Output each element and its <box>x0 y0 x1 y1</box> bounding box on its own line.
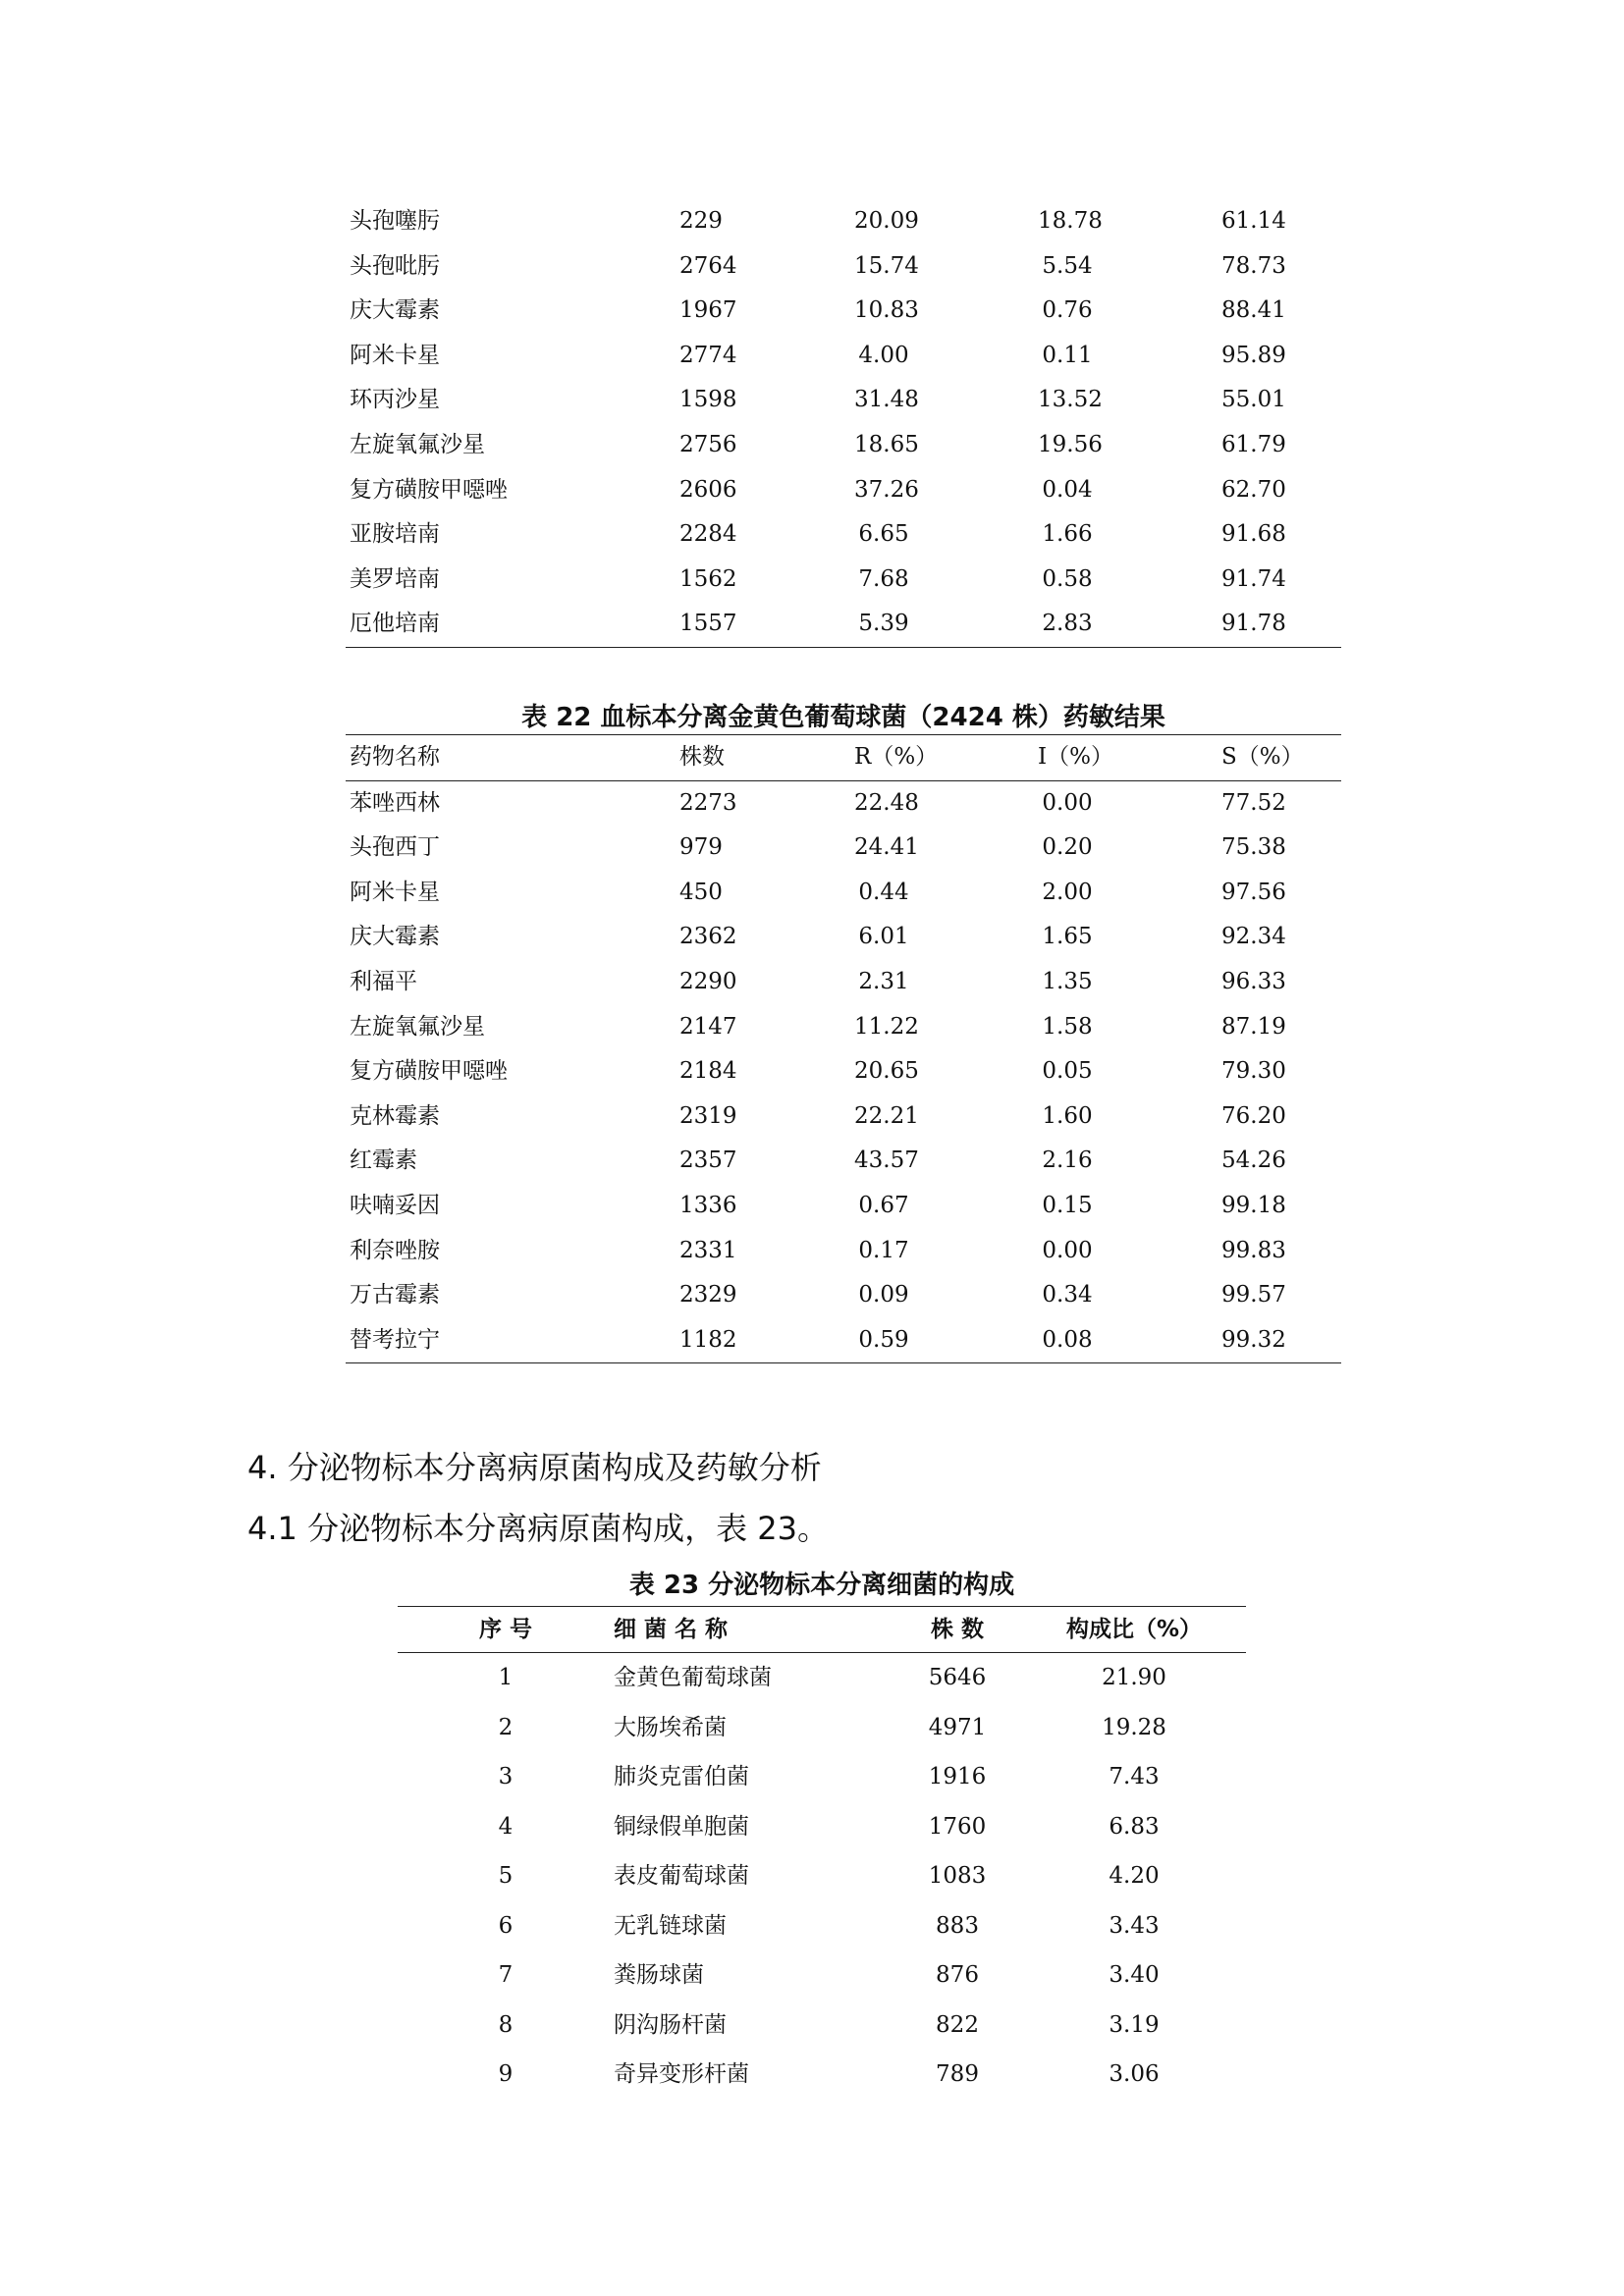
table-row: 利奈唑胺 2331 0.17 0.00 99.83 <box>350 1237 1286 1263</box>
table-row: 9 奇异变形杆菌 789 3.06 <box>498 2061 1160 2087</box>
table-row: 7 粪肠球菌 876 3.40 <box>498 1962 1160 1988</box>
table23 <box>398 1606 1246 2100</box>
table-header-row: 药物名称 株数 R（%） I（%） S（%） <box>350 744 1304 770</box>
table-row: 替考拉宁 1182 0.59 0.08 99.32 <box>350 1326 1286 1353</box>
table-row: 苯唑西林 2273 22.48 0.00 77.52 <box>350 789 1286 816</box>
section-heading: 4. 分泌物标本分离病原菌构成及药敏分析 <box>247 1449 822 1486</box>
subsection-heading: 4.1 分泌物标本分离病原菌构成，表 23。 <box>247 1510 829 1547</box>
table-row: 头孢西丁 979 24.41 0.20 75.38 <box>350 834 1286 861</box>
table-row: 4 铜绿假单胞菌 1760 6.83 <box>498 1813 1160 1840</box>
table-row: 6 无乳链球菌 883 3.43 <box>498 1912 1160 1939</box>
table22-caption: 表 22 血标本分离金黄色葡萄球菌（2424 株）药敏结果 <box>521 703 1165 732</box>
table21-tail <box>346 199 1341 648</box>
table-row: 阿米卡星 2774 4.00 0.11 95.89 <box>350 342 1286 368</box>
table-bottom-rule <box>346 647 1341 648</box>
table-row: 8 阴沟肠杆菌 822 3.19 <box>498 2011 1160 2038</box>
table-row: 红霉素 2357 43.57 2.16 54.26 <box>350 1148 1286 1174</box>
table-row: 1 金黄色葡萄球菌 5646 21.90 <box>498 1665 1166 1690</box>
table-row: 左旋氧氟沙星 2147 11.22 1.58 87.19 <box>350 1013 1286 1040</box>
table-row: 头孢吡肟 2764 15.74 5.54 78.73 <box>350 252 1286 279</box>
table-row: 2 大肠埃希菌 4971 19.28 <box>498 1714 1166 1740</box>
table-row: 环丙沙星 1598 31.48 13.52 55.01 <box>350 387 1286 413</box>
table-row: 5 表皮葡萄球菌 1083 4.20 <box>498 1863 1160 1889</box>
table-row: 克林霉素 2319 22.21 1.60 76.20 <box>350 1102 1286 1129</box>
table-bottom-rule <box>346 1362 1341 1363</box>
table-row: 左旋氧氟沙星 2756 18.65 19.56 61.79 <box>350 431 1286 457</box>
table-row: 3 肺炎克雷伯菌 1916 7.43 <box>498 1764 1160 1789</box>
table-row: 利福平 2290 2.31 1.35 96.33 <box>350 968 1286 994</box>
table-row: 庆大霉素 1967 10.83 0.76 88.41 <box>350 297 1286 324</box>
table-row: 亚胺培南 2284 6.65 1.66 91.68 <box>350 521 1286 548</box>
table-row: 头孢噻肟 229 20.09 18.78 61.14 <box>350 208 1286 234</box>
table-row: 复方磺胺甲噁唑 2184 20.65 0.05 79.30 <box>350 1058 1286 1085</box>
table23-caption: 表 23 分泌物标本分离细菌的构成 <box>628 1571 1015 1600</box>
table-header-row: 序 号 细 菌 名 称 株 数 构成比（%） <box>478 1617 1203 1642</box>
table22 <box>346 734 1341 1363</box>
table-row: 美罗培南 1562 7.68 0.58 91.74 <box>350 565 1286 592</box>
table-row: 复方磺胺甲噁唑 2606 37.26 0.04 62.70 <box>350 476 1286 503</box>
table-row: 阿米卡星 450 0.44 2.00 97.56 <box>350 879 1286 905</box>
table-row: 庆大霉素 2362 6.01 1.65 92.34 <box>350 924 1286 950</box>
table-row: 呋喃妥因 1336 0.67 0.15 99.18 <box>350 1192 1286 1218</box>
table-row: 厄他培南 1557 5.39 2.83 91.78 <box>350 611 1286 637</box>
table-row: 万古霉素 2329 0.09 0.34 99.57 <box>350 1282 1286 1308</box>
